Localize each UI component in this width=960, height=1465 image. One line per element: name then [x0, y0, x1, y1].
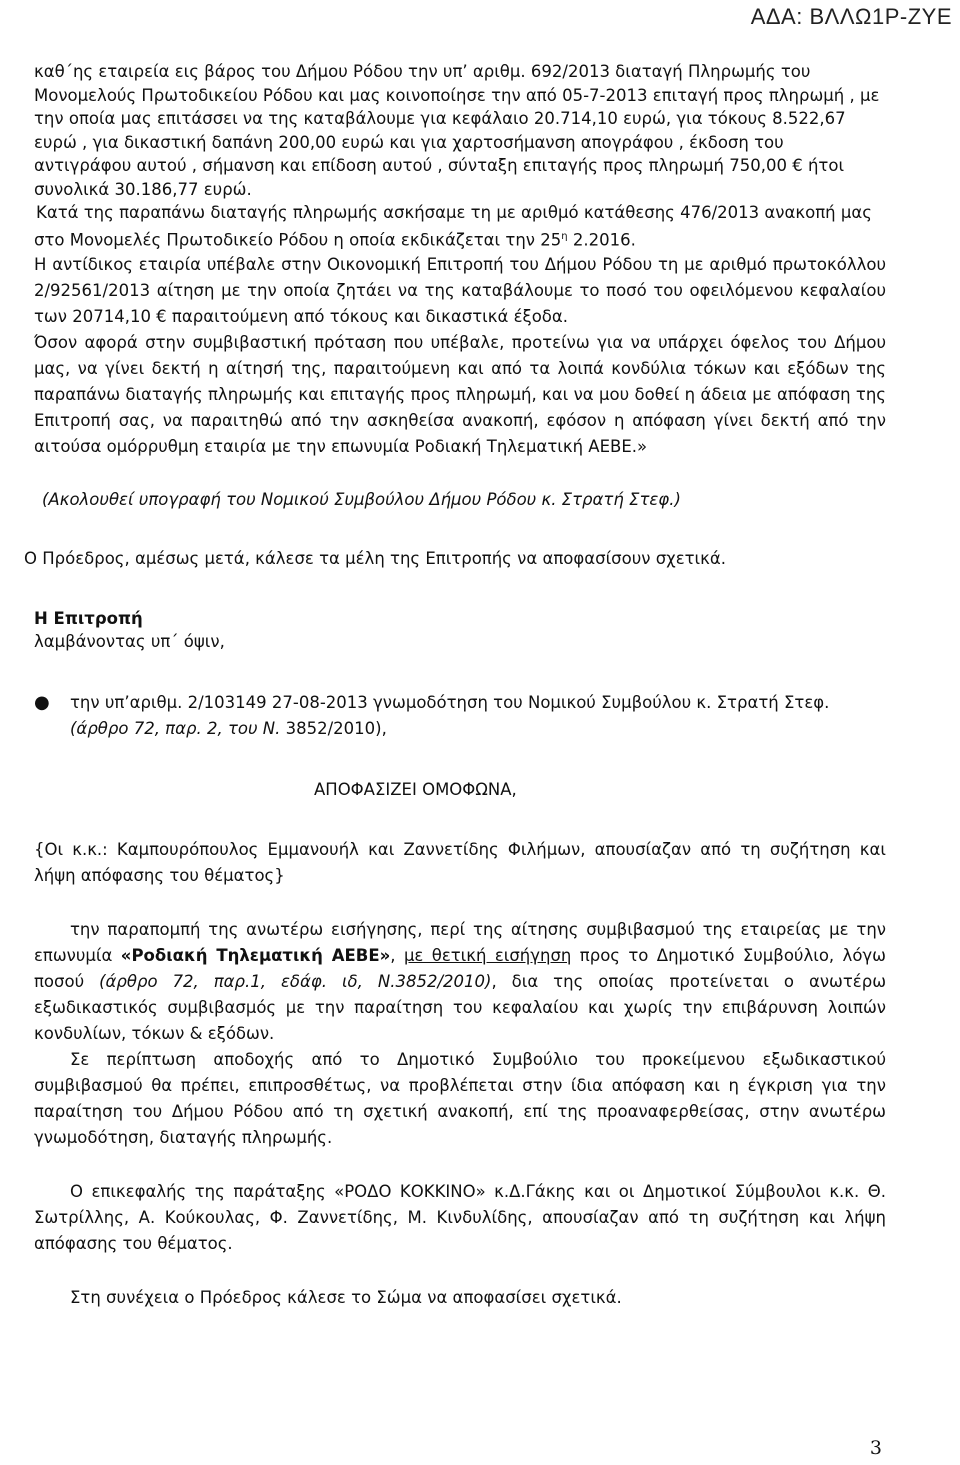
bullet-text: την υπ’αριθμ. 2/103149 27-08-2013 γνωμοδότηση του Νομικού Συμβούλου κ. Στρατή Στεφ. (άρθρο 72, παρ. 2, του Ν. 3852/2010),	[70, 692, 830, 738]
ada-code: ΑΔΑ: ΒΛΛΩ1Ρ-ΖΥΕ	[750, 4, 952, 29]
paragraph-acceptance: Σε περίπτωση αποδοχής από το Δημοτικό Συμβούλιο του προκείμενου εξωδικαστικού συμβιβασμού θα πρέπει, επιπροσθέτως, να προβλέπεται στην ίδια απόφαση και η έγκριση για την παραίτηση του Δήμου Ρόδου από τη σχετική ανακοπή, επί της προαναφερθείσας, στην ανωτέρω γνωμοδότηση, διαταγής πληρωμής.	[34, 1050, 886, 1147]
list-item	[34, 690, 886, 742]
page-number: 3	[869, 1437, 882, 1459]
paragraph-order-details: καθ΄ης εταιρεία εις βάρος του Δήμου Ρόδου την υπ’ αριθμ. 692/2013 διαταγή Πληρωμής του Μονομελούς Πρωτοδικείου Ρόδου και μας κοινοποίησε την από 05-7-2013 επιταγή προς πληρωμή , με την οποία μας επιτάσσει να της καταβάλουμε για κεφάλαιο 20.714,10 ευρώ, για τόκους 8.522,67 ευρώ , για δικαστική δαπάνη 200,00 ευρώ και για χαρτοσήμανση απογράφου , έκδοση του αντιγράφου αυτού , σήμανση και επίδοση αυτού , σύνταξη επιταγής προς πληρωμή 750,00 € ήτοι συνολικά 30.186,77 ευρώ.	[34, 62, 880, 199]
paragraph-request: Η αντίδικος εταιρία υπέβαλε στην Οικονομική Επιτροπή του Δήμου Ρόδου τη με αριθμό πρωτοκόλλου 2/92561/2013 αίτηση με την οποία ζητάει να της καταβάλουμε το ποσό του οφειλόμενου κεφαλαίου των 20714,10 € παραιτούμενη από τόκους και δικαστικά έξοδα.	[34, 254, 886, 326]
paragraph-objection	[34, 201, 886, 252]
committee-heading: Η Επιτροπή	[34, 608, 143, 628]
objection-text: Κατά της παραπάνω διαταγής πληρωμής ασκήσαμε τη με αριθμό κατάθεσης 476/2013 ανακοπή μας στο Μονομελές Πρωτοδικείο Ρόδου η οποία εκδικάζεται την 25	[34, 203, 872, 249]
document-body	[24, 60, 887, 1311]
paragraph-absentees: Ο επικεφαλής της παράταξης «ΡΟΔΟ ΚΟΚΚΙΝΟ» κ.Δ.Γάκης και οι Δημοτικοί Σύμβουλοι κ.κ. Θ. Σωτρίλλης, Α. Κούκουλας, Φ. Ζαννετίδης, Μ. Κινδυλίδης, απουσίαζαν από τη συζήτηση και λήψη απόφασης του θέματος.	[34, 1182, 886, 1253]
decision-heading: ΑΠΟΦΑΣΙΖΕΙ ΟΜΟΦΩΝΑ,	[314, 779, 517, 799]
president-line: Ο Πρόεδρος, αμέσως μετά, κάλεσε τα μέλη της Επιτροπής να αποφασίσουν σχετικά.	[24, 549, 726, 568]
paragraph-closing: Στη συνέχεια ο Πρόεδρος κάλεσε το Σώμα να αποφασίσει σχετικά.	[70, 1288, 622, 1307]
paragraph-proposal: Όσον αφορά στην συμβιβαστική πρόταση που υπέβαλε, προτείνω για να υπάρχει όφελος του Δήμου μας, να γίνει δεκτή η αίτησή της, παραιτούμενη και από τα λοιπά κονδύλια τόκων και εξόδων της παραπάνω διαταγής πληρωμής και επιταγής προς πληρωμή, και να μου δοθεί η άδεια με απόφαση της Επιτροπή σας, να παραιτηθώ από την ασκηθείσα ανακοπή, εφόσον η απόφαση γίνει δεκτή από την αιτούσα ομόρρυθμη εταιρία με την επωνυμία Ροδιακή Τηλεματική ΑΕΒΕ.»	[34, 332, 886, 456]
absent-note: {Οι κ.κ.: Καμπουρόπουλος Εμμανουήλ και Ζαννετίδης Φιλήμων, απουσίαζαν από τη συζήτηση και λήψη απόφασης του θέματος}	[34, 840, 886, 885]
bullet-icon: ●	[34, 691, 50, 713]
objection-superscript: η	[561, 230, 568, 242]
signature-note: (Ακολουθεί υπογραφή του Νομικού Συμβούλου Δήμου Ρόδου κ. Στρατή Στεφ.)	[42, 489, 681, 509]
objection-date: 2.2016.	[567, 230, 636, 249]
paragraph-referral: την παραπομπή της ανωτέρω εισήγησης, περί της αίτησης συμβιβασμού της εταιρείας με την επωνυμία «Ροδιακή Τηλεματική ΑΕΒΕ», με θετική εισήγηση προς το Δημοτικό Συμβούλιο, λόγω ποσού (άρθρο 72, παρ.1, εδάφ. ιδ, Ν.3852/2010), δια της οποίας προτείνεται ο ανωτέρω εξωδικαστικός συμβιβασμός με την παραίτηση του κεφαλαίου και χωρίς την επιβάρυνση λοιπών κονδυλίων, τόκων & εξόδων.	[34, 920, 887, 1043]
considering-line: λαμβάνοντας υπ΄ όψιν,	[34, 632, 225, 651]
